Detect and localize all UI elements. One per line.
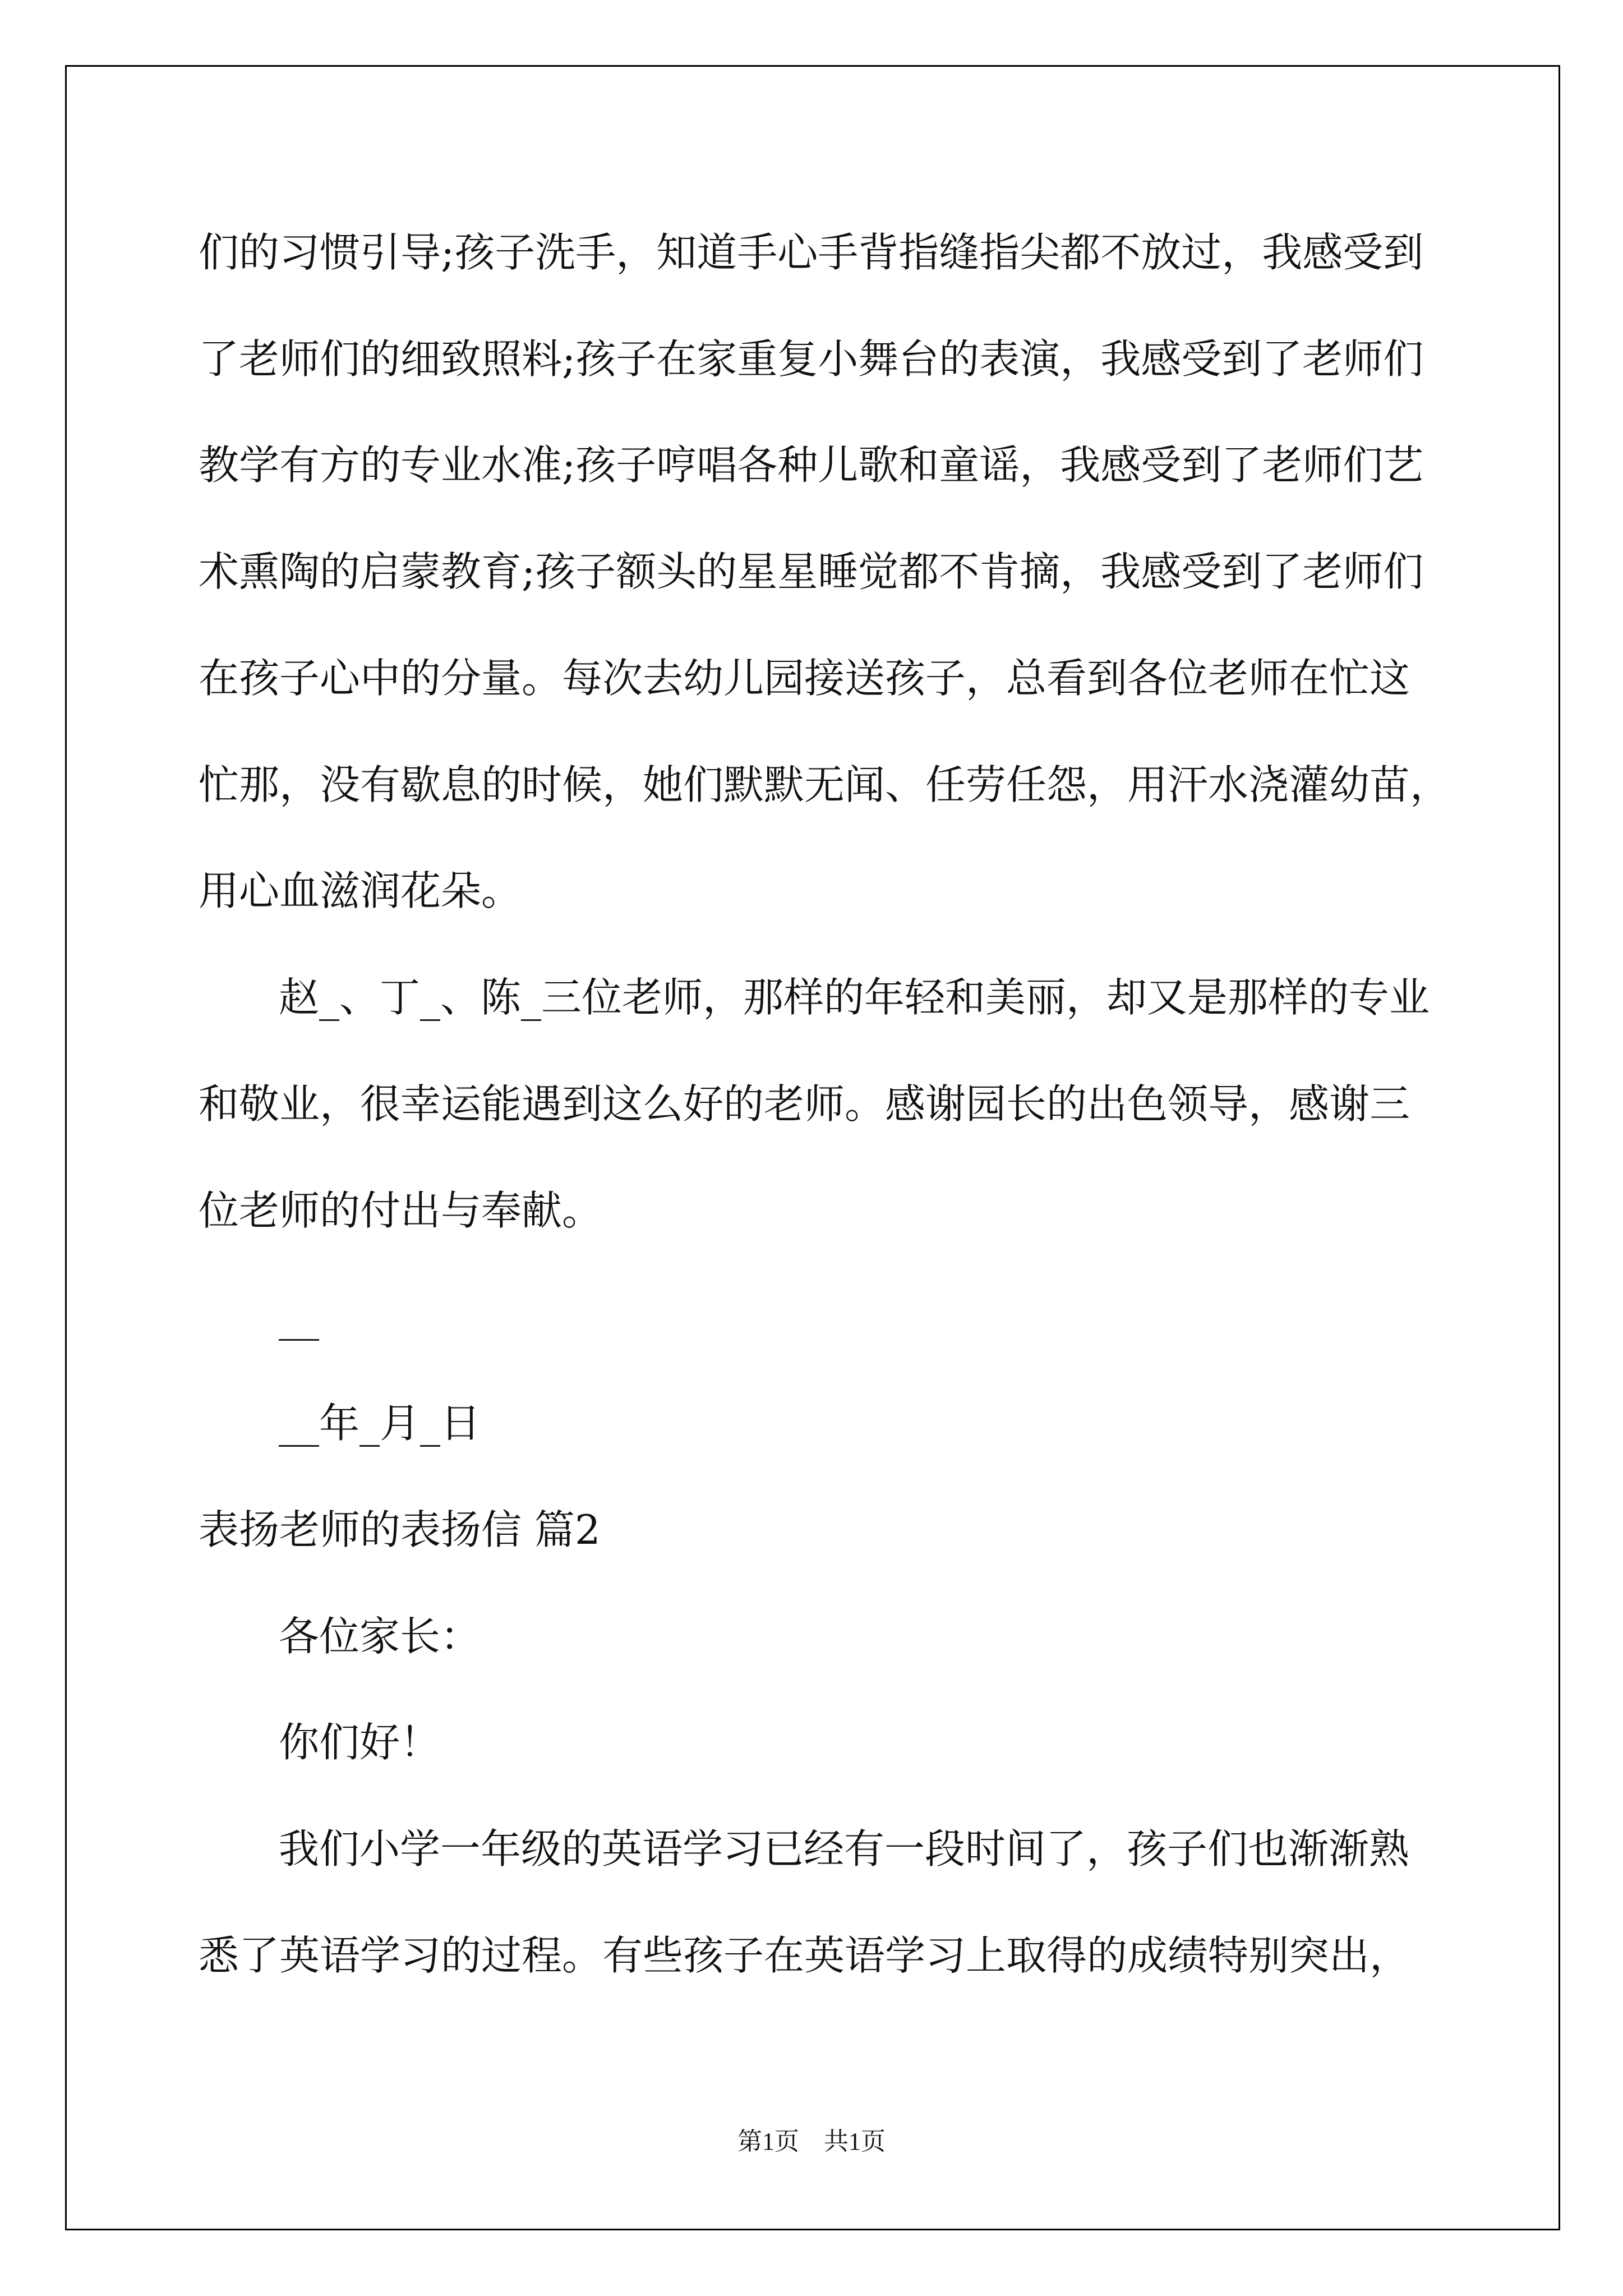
body-text-line: 们的习惯引导;孩子洗手，知道手心手背指缝指尖都不放过，我感受到 [199,229,1424,276]
body-text-line: 术熏陶的启蒙教育;孩子额头的星星睡觉都不肯摘，我感受到了老师们 [199,548,1424,595]
body-text-line: 和敬业，很幸运能遇到这么好的老师。感谢园长的出色领导，感谢三 [199,1080,1410,1128]
signature-blank: __ [279,1294,319,1341]
body-text-line: 赵_、丁_、陈_三位老师，那样的年轻和美丽，却又是那样的专业 [279,974,1430,1021]
greeting: 你们好！ [279,1719,441,1766]
body-text-line: 教学有方的专业水准;孩子哼唱各种儿歌和童谣，我感受到了老师们艺 [199,441,1424,489]
body-text-line: 悉了英语学习的过程。有些孩子在英语学习上取得的成绩特别突出， [199,1932,1410,1979]
date-line: __年_月_日 [279,1400,481,1447]
body-text-line: 忙那，没有歇息的时候，她们默默无闻、任劳任怨，用汗水浇灌幼苗， [199,761,1451,808]
body-text-line: 用心血滋润花朵。 [199,867,522,914]
body-text-line: 了老师们的细致照料;孩子在家重复小舞台的表演，我感受到了老师们 [199,335,1424,383]
body-text-line: 我们小学一年级的英语学习已经有一段时间了，孩子们也渐渐熟 [279,1825,1410,1872]
body-text-line: 在孩子心中的分量。每次去幼儿园接送孩子，总看到各位老师在忙这 [199,655,1410,702]
salutation: 各位家长： [279,1613,481,1660]
section-title: 表扬老师的表扬信 篇2 [199,1506,601,1553]
body-text-line: 位老师的付出与奉献。 [199,1187,603,1234]
page-footer: 第1页 共1页 [737,2128,886,2155]
page-border [65,65,1560,2230]
